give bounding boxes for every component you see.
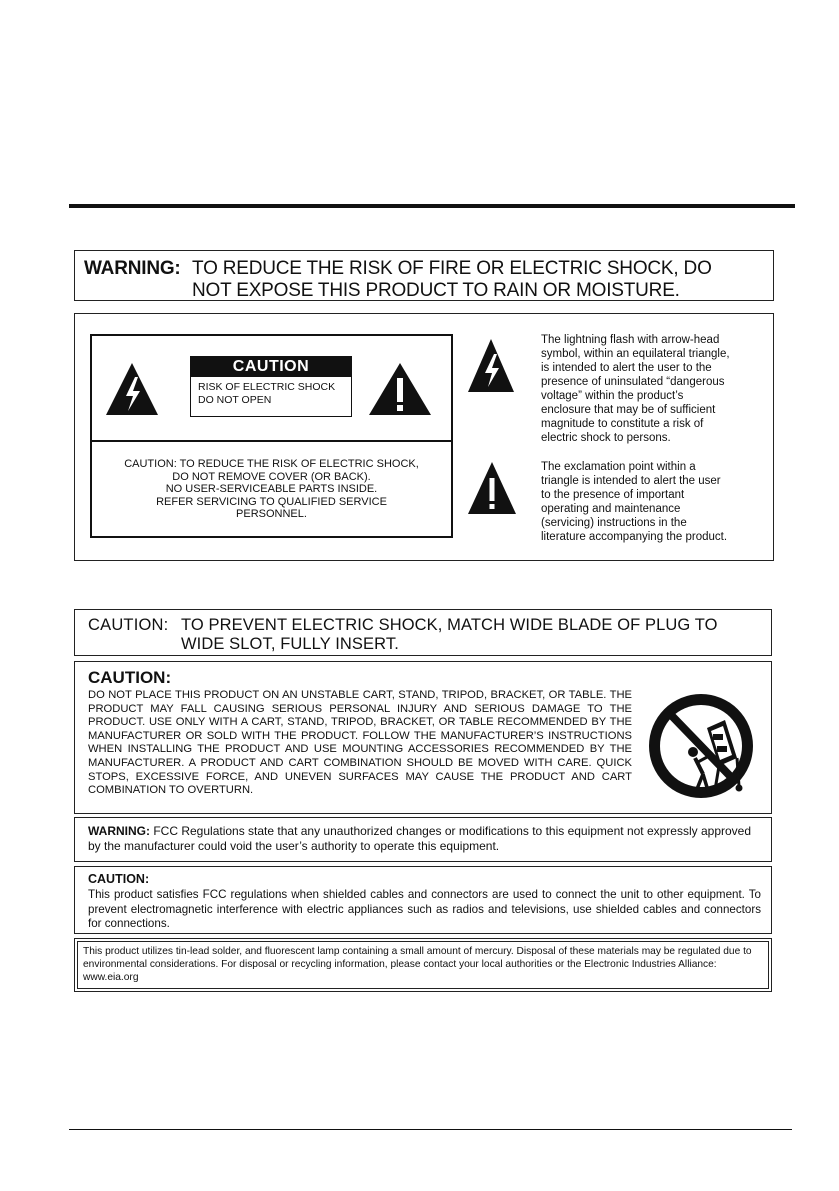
description-line: voltage” within the product’s (541, 390, 684, 402)
caution-heading: CAUTION: (88, 668, 172, 687)
exclamation-description (541, 460, 766, 544)
panel-divider (90, 440, 453, 442)
caution-line: DO NOT REMOVE COVER (OR BACK). (172, 470, 371, 483)
inner-caution-text (92, 458, 451, 521)
mercury-notice-text: This product utilizes tin-lead solder, and fluorescent lamp containing a small amount of mercury. Disposal of these materials may be regulated due to environmental considerations. For disposal or recycling information, please contact your local authorities or the Electronic Industries Alliance: www.eia.org (83, 946, 752, 984)
caution-plug-text (181, 616, 761, 654)
description-line: The lightning flash with arrow-head (541, 334, 720, 346)
caution-shock-label (190, 356, 352, 417)
caution-plug-box (74, 609, 772, 656)
caution-line: PERSONNEL. (236, 508, 307, 520)
warning-text (192, 258, 752, 302)
description-line: literature accompanying the product. (541, 531, 728, 543)
mercury-notice-inner-border (77, 941, 769, 989)
description-line: triangle is intended to alert the user (541, 475, 721, 487)
caution-heading: CAUTION: (88, 872, 150, 886)
caution-label-text (198, 381, 335, 406)
description-line: electric shock to persons. (541, 432, 671, 444)
caution-line: CAUTION: TO REDUCE THE RISK OF ELECTRIC SHOCK, (124, 458, 419, 470)
caution-line: TO PREVENT ELECTRIC SHOCK, MATCH WIDE BLADE OF PLUG TO (181, 616, 718, 634)
description-line: enclosure that may be of sufficient (541, 404, 716, 416)
cart-tipover-warning-icon (641, 690, 763, 806)
caution-label-line: DO NOT OPEN (198, 393, 272, 406)
caution-fcc-box (74, 866, 772, 934)
caution-cart-text: DO NOT PLACE THIS PRODUCT ON AN UNSTABLE CART, STAND, TRIPOD, BRACKET, OR TABLE. THE PRODUCT MAY FALL CAUSING SERIOUS PERSONAL INJURY AND SERIOUS DAMAGE TO THE PRODUCT. USE ONLY WITH A CART, STAND, TRIPOD, BRACKET, OR TABLE RECOMMENDED BY THE MANUFACTURER OR SOLD WITH THE PRODUCT. FOLLOW THE MANUFACTURER’S INSTRUCTIONS WHEN INSTALLING THE PRODUCT AND USE MOUNTING ACCESSORIES RECOMMENDED BY THE MANUFACTURER. A PRODUCT AND CART COMBINATION SHOULD BE MOVED WITH CARE. QUICK STOPS, EXCESSIVE FORCE, AND UNEVEN SURFACES MAY CAUSE THE PRODUCT AND CART COMBINATION TO OVERTURN. (88, 689, 632, 797)
warning-heading: WARNING: (88, 824, 150, 838)
caution-line: WIDE SLOT, FULLY INSERT. (181, 635, 399, 653)
caution-fcc-text: This product satisfies FCC regulations when shielded cables and connectors are used to connect the unit to other equipment. To prevent electromagnetic interference with electric appliances such as radios and televisions, use shielded cables and connectors for connections. (88, 888, 761, 930)
caution-label-title: CAUTION (191, 357, 351, 377)
description-line: to the presence of important (541, 489, 685, 501)
description-line: operating and maintenance (541, 503, 681, 515)
caution-line: REFER SERVICING TO QUALIFIED SERVICE (156, 495, 387, 508)
warning-line: NOT EXPOSE THIS PRODUCT TO RAIN OR MOISTURE. (192, 280, 680, 301)
warning-fcc-box (74, 817, 772, 862)
warning-line: TO REDUCE THE RISK OF FIRE OR ELECTRIC SHOCK, DO (192, 258, 712, 279)
description-line: The exclamation point within a (541, 461, 696, 473)
warning-rain-box (74, 250, 774, 301)
caution-heading: CAUTION: (88, 616, 169, 634)
exclamation-warning-icon (367, 361, 433, 417)
caution-line: NO USER-SERVICEABLE PARTS INSIDE. (165, 483, 378, 495)
exclamation-icon (466, 460, 518, 516)
description-line: presence of uninsulated “dangerous (541, 376, 725, 388)
warning-fcc-body: FCC Regulations state that any unauthorized changes or modifications to this equipment not expressly approved by the manufacturer could void the user’s authority to operate this equipment. (88, 824, 752, 853)
caution-label-line: RISK OF ELECTRIC SHOCK (198, 381, 336, 393)
bottom-rule (69, 1129, 792, 1130)
warning-heading: WARNING: (84, 258, 181, 279)
lightning-warning-icon (104, 361, 160, 417)
lightning-description (541, 333, 766, 445)
lightning-icon (466, 337, 516, 394)
warning-fcc-text (88, 824, 760, 854)
top-rule (69, 204, 795, 208)
description-line: (servicing) instructions in the (541, 517, 687, 529)
description-line: symbol, within an equilateral triangle, (541, 348, 730, 360)
description-line: is intended to alert the user to the (541, 362, 712, 374)
description-line: magnitude to constitute a risk of (541, 418, 704, 430)
